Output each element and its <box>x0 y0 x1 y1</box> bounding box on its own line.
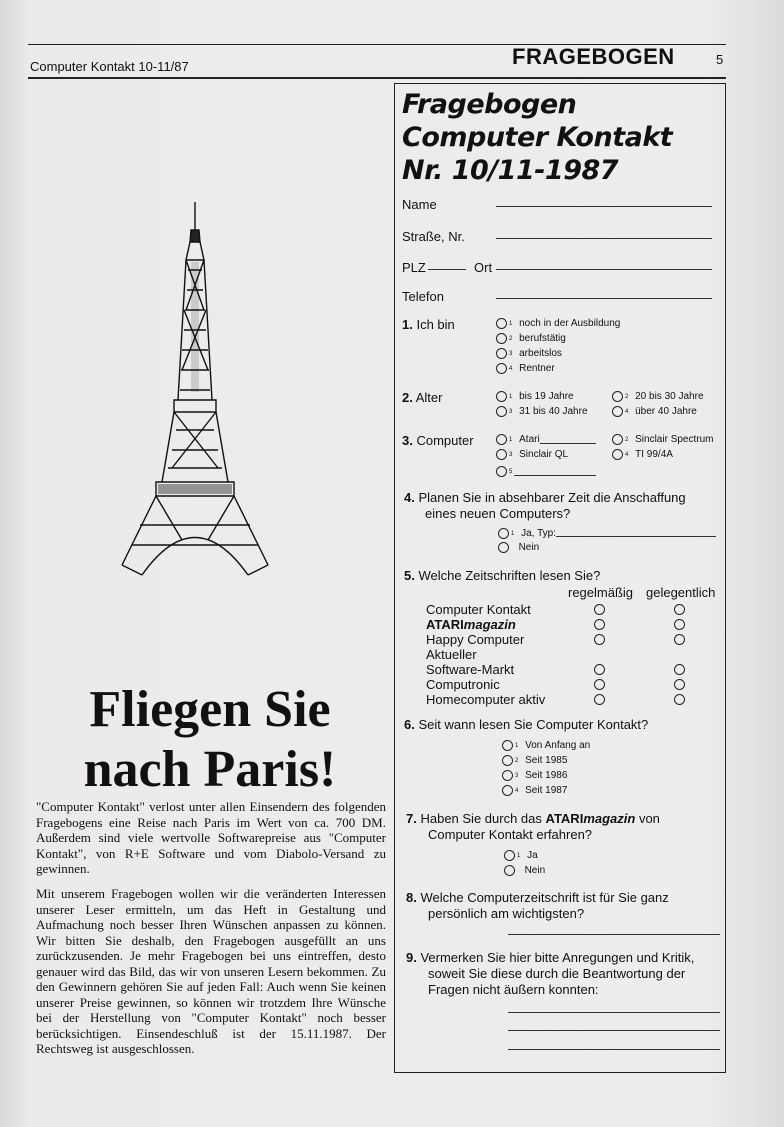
q3-option-3[interactable]: 3 Sinclair QL <box>496 449 568 460</box>
radio-circle-icon[interactable] <box>496 449 507 460</box>
question-3: 3. Computer <box>402 433 474 448</box>
article-headline <box>30 680 390 800</box>
q4-type-field[interactable] <box>556 536 716 537</box>
q3-option-4[interactable]: 4 TI 99/4A <box>612 449 673 460</box>
q1-option-4[interactable]: 4 Rentner <box>496 363 555 374</box>
radio-circle-icon[interactable] <box>674 694 685 705</box>
q6-option-3[interactable]: 3 Seit 1986 <box>502 770 567 781</box>
q2-option-2[interactable]: 2 20 bis 30 Jahre <box>612 391 704 402</box>
radio-circle-icon[interactable] <box>496 391 507 402</box>
radio-circle-icon[interactable] <box>594 619 605 630</box>
radio-circle-icon[interactable] <box>502 755 513 766</box>
radio-circle-icon[interactable] <box>612 406 623 417</box>
radio-circle-icon[interactable] <box>496 348 507 359</box>
radio-circle-icon[interactable] <box>612 449 623 460</box>
issue-label: Computer Kontakt 10-11/87 <box>30 59 189 74</box>
magazine-4: Aktueller <box>426 647 477 662</box>
radio-circle-icon[interactable] <box>612 391 623 402</box>
headline-line-1: Fliegen Sie <box>89 681 331 738</box>
q4-option-no[interactable]: Nein <box>498 542 539 553</box>
telefon-field[interactable] <box>496 298 712 299</box>
radio-circle-icon[interactable] <box>594 664 605 675</box>
radio-circle-icon[interactable] <box>496 466 507 477</box>
q9-answer-line-2[interactable] <box>508 1030 720 1031</box>
q4-option-yes[interactable]: 1 Ja, Typ: <box>498 528 556 539</box>
title-line-3: Nr. 10/11-1987 <box>402 155 619 186</box>
q1-option-2[interactable]: 2 berufstätig <box>496 333 566 344</box>
q2-option-1[interactable]: 1 bis 19 Jahre <box>496 391 574 402</box>
question-6: 6. Seit wann lesen Sie Computer Kontakt? <box>404 717 649 732</box>
radio-circle-icon[interactable] <box>594 604 605 615</box>
magazine-1: Computer Kontakt <box>426 602 531 617</box>
q2-option-4[interactable]: 4 über 40 Jahre <box>612 406 697 417</box>
question-2: 2. Alter <box>402 390 443 405</box>
q3-option-5[interactable]: 5 <box>496 466 512 477</box>
radio-circle-icon[interactable] <box>496 434 507 445</box>
magazine-6: Computronic <box>426 677 500 692</box>
name-field[interactable] <box>496 206 712 207</box>
radio-circle-icon[interactable] <box>502 770 513 781</box>
title-line-2: Computer Kontakt <box>402 122 673 153</box>
q1-option-3[interactable]: 3 arbeitslos <box>496 348 562 359</box>
col-regular: regelmäßig <box>568 585 634 600</box>
street-label: Straße, Nr. <box>402 229 465 244</box>
question-7: 7. Haben Sie durch das ATARImagazin von Computer Kontakt erfahren? <box>406 811 660 842</box>
radio-circle-icon[interactable] <box>674 619 685 630</box>
plz-field[interactable] <box>428 269 466 270</box>
q3-atari-field[interactable] <box>540 443 596 444</box>
radio-circle-icon[interactable] <box>504 865 515 876</box>
q9-answer-line-1[interactable] <box>508 1012 720 1013</box>
magazine-7: Homecomputer aktiv <box>426 692 546 707</box>
radio-circle-icon[interactable] <box>498 528 509 539</box>
plz-label: PLZ <box>402 260 426 275</box>
q2-option-3[interactable]: 3 31 bis 40 Jahre <box>496 406 588 417</box>
radio-circle-icon[interactable] <box>594 634 605 645</box>
ort-field[interactable] <box>496 269 712 270</box>
q6-option-2[interactable]: 2 Seit 1985 <box>502 755 567 766</box>
magazine-2: ATARImagazin <box>426 617 516 632</box>
question-9: 9. Vermerken Sie hier bitte Anregungen und Kritik, soweit Sie diese durch die Beantwortung der Fragen nicht äußern konnten: <box>406 950 695 997</box>
article-paragraph-2: Mit unserem Fragebogen wollen wir die veränderten Interessen unserer Leser ermitteln, um das Heft in Gestaltung und Aufmachung noch besser Ihren Wünschen anpassen zu können. Wir bitten Sie deshalb, den Fragebogen ausgefüllt an uns zurückzusenden. Je mehr Fragebogen bei uns eintreffen, desto genauer wird das Bild, das wir von unseren Lesern bekommen. Zu den Gewinnern gehören Sie auf jeden Fall: Auch wenn Sie keinen unserer Preise gewinnen, so können wir trotzdem Ihre Wünsche bei der Herstellung von "Computer Kontakt" noch besser berücksichtigen. Einsendeschluß ist der 15.11.1987. Der Rechtsweg ist ausgeschlossen. <box>36 886 386 1056</box>
street-field[interactable] <box>496 238 712 239</box>
question-8: 8. Welche Computerzeitschrift ist für Sie ganz persönlich am wichtigsten? <box>406 890 669 921</box>
radio-circle-icon[interactable] <box>498 542 509 553</box>
q7-option-yes[interactable]: 1 Ja <box>504 850 538 861</box>
radio-circle-icon[interactable] <box>594 694 605 705</box>
telefon-label: Telefon <box>402 289 444 304</box>
question-4: 4. Planen Sie in absehbarer Zeit die Anschaffung eines neuen Computers? <box>404 490 686 521</box>
q6-option-4[interactable]: 4 Seit 1987 <box>502 785 567 796</box>
radio-circle-icon[interactable] <box>612 434 623 445</box>
radio-circle-icon[interactable] <box>496 318 507 329</box>
q3-option-1[interactable]: 1 Atari <box>496 434 540 445</box>
q6-option-1[interactable]: 1 Von Anfang an <box>502 740 590 751</box>
page-number: 5 <box>716 52 724 67</box>
q9-answer-line-3[interactable] <box>508 1049 720 1050</box>
radio-circle-icon[interactable] <box>502 740 513 751</box>
eiffel-tower-illustration <box>112 200 278 590</box>
radio-circle-icon[interactable] <box>496 363 507 374</box>
col-occasional: gelegentlich <box>646 585 716 600</box>
radio-circle-icon[interactable] <box>674 604 685 615</box>
q7-option-no[interactable]: Nein <box>504 865 545 876</box>
ort-label: Ort <box>474 260 493 275</box>
name-label: Name <box>402 197 437 212</box>
radio-circle-icon[interactable] <box>496 333 507 344</box>
radio-circle-icon[interactable] <box>496 406 507 417</box>
q1-option-1[interactable]: 1 noch in der Ausbildung <box>496 318 620 329</box>
magazine-5: Software-Markt <box>426 662 515 677</box>
q8-answer-field[interactable] <box>508 934 720 935</box>
q3-option-2[interactable]: 2 Sinclair Spectrum <box>612 434 713 445</box>
article-paragraph-1: "Computer Kontakt" verlost unter allen Einsendern des folgenden Fragebogens eine Reise nach Paris im Wert von ca. 700 DM. Außerdem sind viele wertvolle Softwarepreise aus "Computer Kontakt", von R+E Software und vom Diabolo-Versand zu gewinnen. <box>36 799 386 876</box>
q3-other-field[interactable] <box>514 475 596 476</box>
question-1-label: Ich bin <box>416 317 455 332</box>
radio-circle-icon[interactable] <box>674 664 685 675</box>
question-1 <box>402 317 455 333</box>
header-rule-bottom <box>28 77 726 79</box>
title-line-1: Fragebogen <box>402 89 577 120</box>
radio-circle-icon[interactable] <box>504 850 515 861</box>
question-1-number: 1. <box>402 317 413 332</box>
section-title: FRAGEBOGEN <box>512 44 675 69</box>
radio-circle-icon[interactable] <box>594 679 605 690</box>
questionnaire-title <box>402 88 722 187</box>
headline-line-2: nach Paris! <box>83 741 337 798</box>
radio-circle-icon[interactable] <box>674 679 685 690</box>
question-5: 5. Welche Zeitschriften lesen Sie? <box>404 568 601 583</box>
radio-circle-icon[interactable] <box>674 634 685 645</box>
radio-circle-icon[interactable] <box>502 785 513 796</box>
magazine-3: Happy Computer <box>426 632 525 647</box>
